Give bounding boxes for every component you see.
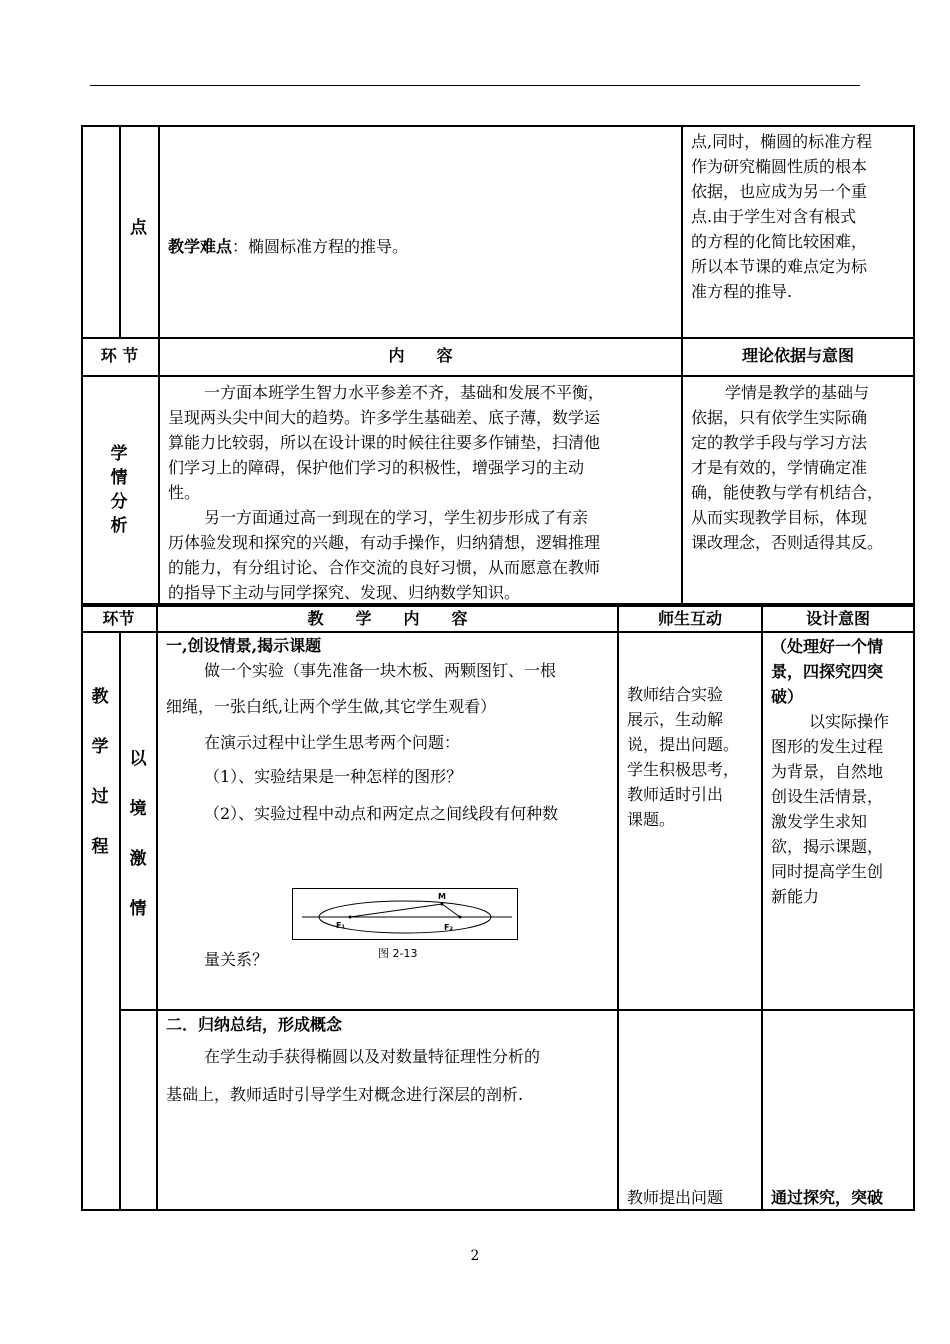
table2-row-divider <box>119 1009 915 1011</box>
text-line: 的方程的化简比较困难， <box>691 232 868 251</box>
text-line: 图形的发生过程 <box>771 737 884 756</box>
label-char: 激 <box>129 849 147 869</box>
table1-top-border <box>81 125 915 127</box>
difficulty-text: ：椭圆标准方程的推导。 <box>232 237 409 256</box>
text-line: 同时提高学生创 <box>771 862 884 881</box>
label-char: 学 <box>91 737 109 757</box>
key-point-side-label: 点 <box>130 218 147 238</box>
section1-line: 在演示过程中让学生思考两个问题： <box>204 733 461 752</box>
text-line: 破） <box>771 687 804 706</box>
text-line: 性。 <box>168 483 201 502</box>
point-f1-label: F₁ <box>336 921 345 930</box>
header1-col2: 内 容 <box>388 346 453 365</box>
text-line: 教师适时引出 <box>627 785 724 804</box>
section2-line: 在学生动手获得椭圆以及对数量特征理性分析的 <box>204 1047 541 1066</box>
text-line: 学情是教学的基础与 <box>725 383 870 402</box>
student-analysis-rationale <box>691 380 907 555</box>
label-char: 教 <box>91 687 109 707</box>
header1-col1: 环 节 <box>100 346 139 365</box>
text-line: 另一方面通过高一到现在的学习，学生初步形成了有亲 <box>204 508 589 527</box>
section2-line: 基础上，教师适时引导学生对概念进行深层的剖析. <box>166 1085 524 1104</box>
text-line: 景，四探究四突 <box>771 662 884 681</box>
table2-right-border <box>913 605 915 1211</box>
text-line: 以实际操作 <box>809 712 890 731</box>
section1-interaction <box>627 682 755 832</box>
text-line: 学生积极思考， <box>627 760 740 779</box>
text-line: 教师结合实验 <box>627 685 724 704</box>
text-line: 历体验发现和探究的兴趣，有动手操作，归纳猜想，逻辑推理 <box>168 533 601 552</box>
text-line: 作为研究椭圆性质的根本 <box>691 157 868 176</box>
label-char: 以 <box>129 749 147 769</box>
table1-inner-border <box>119 125 121 339</box>
text-line: 定的教学手段与学习方法 <box>691 433 868 452</box>
point-f2-label: F₂ <box>444 923 453 932</box>
text-line: 课改理念，否则适得其反。 <box>691 533 884 552</box>
ellipse-figure <box>292 888 518 944</box>
header2-col1: 环节 <box>102 609 135 628</box>
point-m-label: M <box>438 892 446 901</box>
text-line: 课题。 <box>627 810 676 829</box>
header-rule <box>90 85 860 86</box>
student-analysis-label <box>101 442 137 538</box>
text-line: 说，提出问题。 <box>627 735 740 754</box>
header2-col3: 师生互动 <box>657 609 722 628</box>
text-line: 确，能使教与学有机结合， <box>691 483 884 502</box>
table2-col-divider <box>156 605 158 1211</box>
figure-caption: 图 2-13 <box>378 947 418 960</box>
text-line: 为背景，自然地 <box>771 762 884 781</box>
table1-row-divider <box>81 337 915 339</box>
label-char: 境 <box>129 799 147 819</box>
difficulty-row <box>168 235 408 259</box>
student-analysis-content <box>168 380 674 605</box>
ellipse-diagram <box>292 888 518 944</box>
page-number: 2 <box>470 1248 480 1264</box>
text-line: 一方面本班学生智力水平参差不齐，基础和发展不平衡， <box>204 383 605 402</box>
text-line: 准方程的推导. <box>691 282 793 301</box>
text-line: （处理好一个情 <box>771 637 884 656</box>
section1-line: （1）、实验结果是一种怎样的图形？ <box>204 767 463 786</box>
table2-inner-border <box>119 633 121 1211</box>
text-line: 所以本节课的难点定为标 <box>691 257 868 276</box>
text-line: 创设生活情景， <box>771 787 884 806</box>
table2-col-divider <box>761 605 763 1211</box>
label-char: 情 <box>110 468 128 488</box>
text-line: 依据，只有依学生实际确 <box>691 408 868 427</box>
section1-line: 细绳，一张白纸,让两个学生做,其它学生观看） <box>166 697 497 716</box>
text-line: 呈现两头尖中间大的趋势。许多学生基础差、底子薄，数学运 <box>168 408 601 427</box>
text-line: 展示，生动解 <box>627 710 724 729</box>
label-char: 过 <box>91 787 109 807</box>
process-inner-label <box>120 747 156 922</box>
text-line: 的指导下主动与同学探究、发现、归纳数学知识。 <box>168 583 521 602</box>
text-line: 算能力比较弱，所以在设计课的时候往往要多作铺垫，扫清他 <box>168 433 601 452</box>
table1-right-border <box>913 125 915 605</box>
table2-col-divider <box>617 605 619 1211</box>
text-line: 欲，揭示课题， <box>771 837 884 856</box>
text-line: 的能力，有分组讨论、合作交流的良好习惯，从而愿意在教师 <box>168 558 601 577</box>
process-outer-label <box>82 685 118 860</box>
section2-interaction: 教师提出问题 <box>627 1188 724 1207</box>
text-line: 们学习上的障碍，保护他们学习的积极性，增强学习的主动 <box>168 458 585 477</box>
header1-col3: 理论依据与意图 <box>741 346 854 365</box>
text-line: 依据，也应成为另一个重 <box>691 182 868 201</box>
key-point-rationale <box>691 129 905 304</box>
section2-title: 二．归纳总结，形成概念 <box>166 1015 343 1034</box>
section1-line: 量关系？ <box>204 950 269 969</box>
label-char: 学 <box>110 444 128 464</box>
label-char: 析 <box>110 516 128 536</box>
table1-row-divider <box>81 375 915 377</box>
difficulty-label: 教学难点 <box>168 237 233 256</box>
text-line: 才是有效的，学情确定准 <box>691 458 868 477</box>
text-line: 点,同时，椭圆的标准方程 <box>691 132 873 151</box>
text-line: 新能力 <box>771 887 820 906</box>
section1-title: 一,创设情景,揭示课题 <box>166 636 322 655</box>
table2-header-divider <box>81 631 915 633</box>
section1-intent <box>771 634 907 909</box>
text-line: 点.由于学生对含有根式 <box>691 207 857 226</box>
text-line: 从而实现教学目标，体现 <box>691 508 868 527</box>
label-char: 分 <box>110 492 128 512</box>
label-char: 情 <box>129 899 147 919</box>
header2-col2: 教 学 内 容 <box>307 609 468 628</box>
text-line: 激发学生求知 <box>771 812 868 831</box>
section2-intent: 通过探究，突破 <box>771 1188 884 1207</box>
section1-line: （2）、实验过程中动点和两定点之间线段有何种数 <box>204 804 559 823</box>
section1-line: 做一个实验（事先准备一块木板、两颗图钉、一根 <box>204 661 557 680</box>
label-char: 程 <box>91 837 109 857</box>
header2-col4: 设计意图 <box>805 609 870 628</box>
